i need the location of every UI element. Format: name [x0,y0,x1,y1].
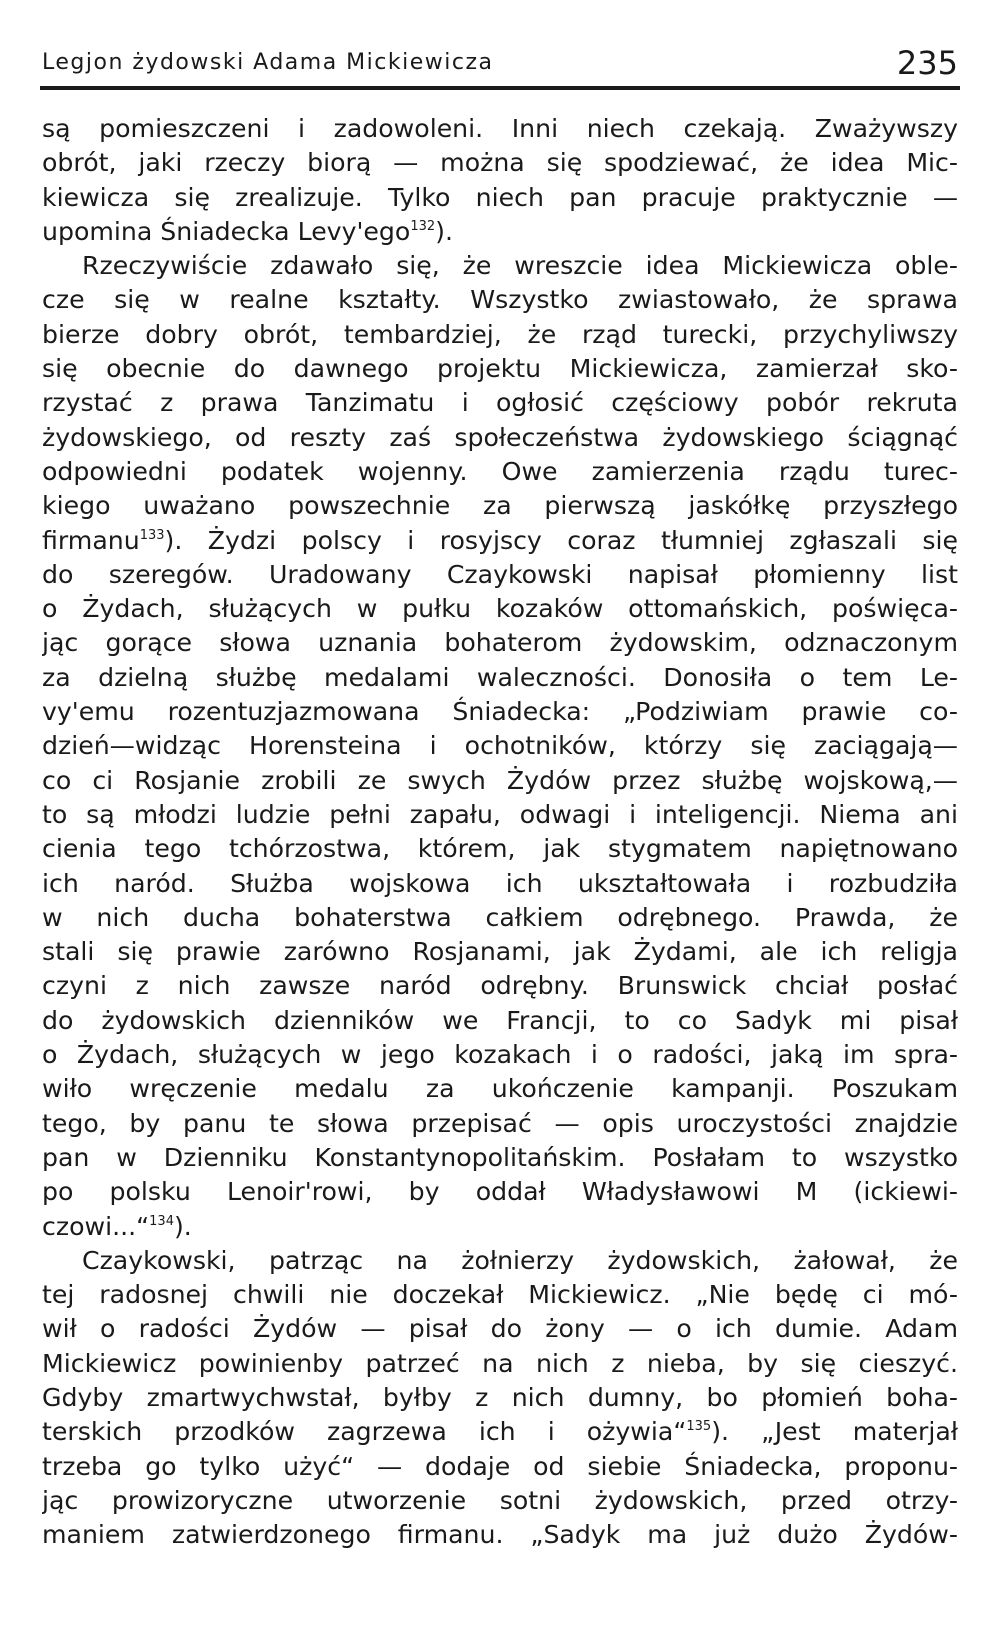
text-line: Gdyby zmartwychwstał, byłby z nich dumny, bo płomień boha- [42,1382,958,1412]
text-line: cienia tego tchórzostwa, którem, jak stygmatem napiętnowano [42,834,958,864]
text-line: cze się w realne kształty. Wszystko zwiastowało, że sprawa [42,285,958,315]
text-line: jąc prowizoryczne utworzenie sotni żydowskich, przed otrzy- [42,1485,958,1515]
text-line: Rzeczywiście zdawało się, że wreszcie idea Mickiewicza oble- [82,251,958,281]
page-header [42,44,958,84]
footnote-ref: 133 [139,527,165,543]
text-line: za dzielną służbę medalami waleczności. Donosiła o tem Le- [42,662,958,692]
footnote-ref: 135 [686,1419,712,1435]
header-rule [40,86,960,90]
text-line: kiewicza się zrealizuje. Tylko niech pan pracuje praktycznie — [42,182,958,212]
running-title: Legjon żydowski Adama Mickiewicza [42,50,494,75]
text-line: do szeregów. Uradowany Czaykowski napisał płomienny list [42,559,958,589]
page-number: 235 [896,44,958,82]
text-line: dzień—widząc Horensteina i ochotników, którzy się zaciągają— [42,731,958,761]
text-line: po polsku Lenoir'rowi, by oddał Władysławowi M (ickiewi- [42,1177,958,1207]
text-line: ich naród. Służba wojskowa ich ukształtowała i rozbudziła [42,868,958,898]
text-line: maniem zatwierdzonego firmanu. „Sadyk ma już dużo Żydów- [42,1520,958,1550]
line-text: firmanu [42,525,140,555]
line-text: upomina Śniadecka Levy'ego [42,216,411,246]
text-line: rzystać z prawa Tanzimatu i ogłosić częściowy pobór rekruta [42,388,958,418]
line-text: czowi...“ [42,1211,150,1241]
line-text: ). [435,216,453,246]
text-line: odpowiedni podatek wojenny. Owe zamierzenia rządu turec- [42,456,958,486]
text-line: pan w Dzienniku Konstantynopolitańskim. Posłałam to wszystko [42,1142,958,1172]
text-line: czyni z nich zawsze naród odrębny. Brunswick chciał posłać [42,971,958,1001]
text-line: tego, by panu te słowa przepisać — opis uroczystości znajdzie [42,1108,958,1138]
text-line: żydowskiego, od reszty zaś społeczeństwa żydowskiego ściągnąć [42,422,958,452]
line-text: ). „Jest materjał [711,1417,958,1447]
text-line [42,1210,958,1244]
text-line: są pomieszczeni i zadowoleni. Inni niech czekają. Zważywszy [42,114,958,143]
text-line: do żydowskich dzienników we Francji, to co Sadyk mi pisał [42,1005,958,1035]
text-line: obrót, jaki rzeczy biorą — można się spodziewać, że idea Mic- [42,148,958,178]
text-line: Czaykowski, patrząc na żołnierzy żydowskich, żałował, że [82,1245,958,1275]
text-line: trzeba go tylko użyć“ — dodaje od siebie Śniadecka, proponu- [42,1451,958,1481]
text-line [42,524,958,558]
text-line: o Żydach, służących w pułku kozaków ottomańskich, poświęca- [42,594,958,624]
text-line: o Żydach, służących w jego kozakach i o radości, jaką im spra- [42,1040,958,1070]
text-line: tej radosnej chwili nie doczekał Mickiewicz. „Nie będę ci mó- [42,1280,958,1310]
line-text: ). Żydzi polscy i rosyjscy coraz tłumniej zgłaszali się [164,525,958,555]
text-line: bierze dobry obrót, tembardziej, że rząd turecki, przychyliwszy [42,319,958,349]
text-line: Mickiewicz powinienby patrzeć na nich z nieba, by się cieszyć. [42,1348,958,1378]
text-line: vy'emu rozentuzjazmowana Śniadecka: „Podziwiam prawie co- [42,697,958,727]
text-line: co ci Rosjanie zrobili ze swych Żydów przez służbę wojskową,— [42,765,958,795]
text-line: kiego uważano powszechnie za pierwszą jaskółkę przyszłego [42,491,958,521]
text-line [42,215,958,249]
text-line: wiło wręczenie medalu za ukończenie kampanji. Poszukam [42,1074,958,1104]
footnote-ref: 134 [149,1213,174,1229]
text-line [42,1415,958,1449]
footnote-ref: 132 [410,218,436,234]
line-text: terskich przodków zagrzewa ich i ożywia“ [42,1417,687,1447]
body-text [42,112,958,1552]
text-line: stali się prawie zarówno Rosjanami, jak Żydami, ale ich religja [42,937,958,967]
line-text: ). [173,1211,192,1241]
text-line: jąc gorące słowa uznania bohaterom żydowskim, odznaczonym [42,628,958,658]
text-line: wił o radości Żydów — pisał do żony — o ich dumie. Adam [42,1314,958,1344]
text-line: w nich ducha bohaterstwa całkiem odrębnego. Prawda, że [42,902,958,932]
text-line: to są młodzi ludzie pełni zapału, odwagi i inteligencji. Niema ani [42,799,958,829]
text-line: się obecnie do dawnego projektu Mickiewicza, zamierzał sko- [42,354,958,384]
